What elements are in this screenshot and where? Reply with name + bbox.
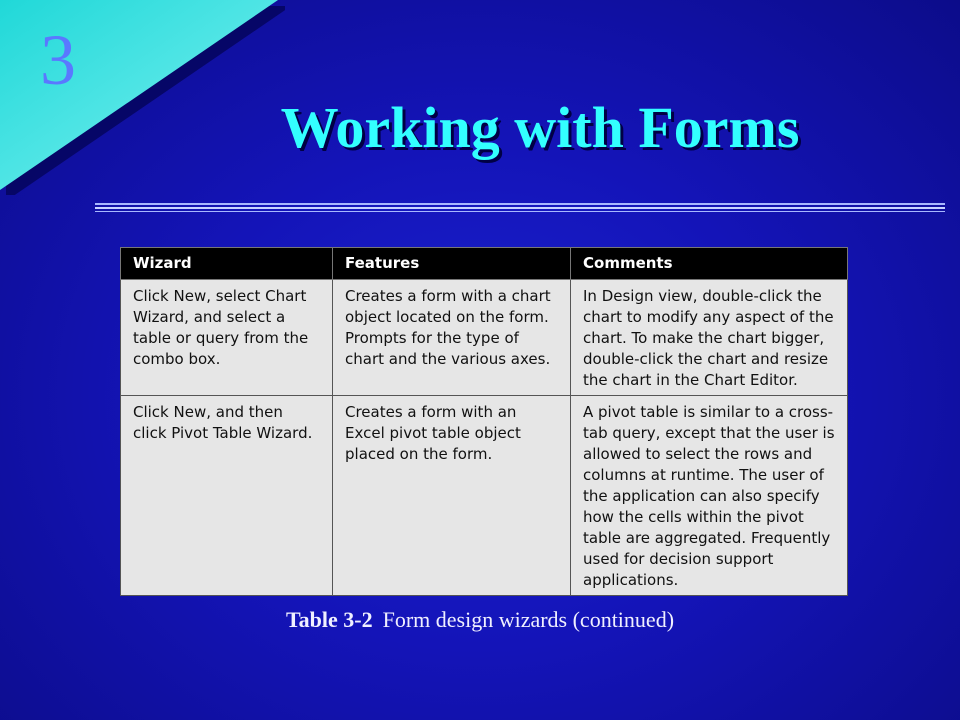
table-cell-comments: A pivot table is similar to a cross-tab query, except that the user is allowed to select the rows and columns at runtime. The user of the application can also specify how the cells within the pivot table are aggregated. Frequently used for decision support applications.	[571, 396, 848, 596]
table-cell-wizard: Click New, and then click Pivot Table Wizard.	[121, 396, 333, 596]
column-header-features: Features	[333, 248, 571, 280]
table-cell-comments: In Design view, double-click the chart to modify any aspect of the chart. To make the chart bigger, double-click the chart and resize the chart in the Chart Editor.	[571, 280, 848, 396]
title-divider	[95, 207, 945, 209]
table-row	[121, 280, 848, 396]
table-cell-features: Creates a form with an Excel pivot table object placed on the form.	[333, 396, 571, 596]
table-row	[121, 396, 848, 596]
table-cell-wizard: Click New, select Chart Wizard, and select a table or query from the combo box.	[121, 280, 333, 396]
slide-title: Working with Forms	[280, 95, 800, 160]
caption-text: Form design wizards (continued)	[382, 607, 675, 632]
table-cell-features: Creates a form with a chart object located on the form. Prompts for the type of chart and the various axes.	[333, 280, 571, 396]
wizard-table	[120, 247, 848, 596]
table-caption	[0, 605, 960, 635]
table-header-row	[121, 248, 848, 280]
column-header-wizard: Wizard	[121, 248, 333, 280]
title-divider	[95, 211, 945, 212]
title-divider	[95, 203, 945, 205]
column-header-comments: Comments	[571, 248, 848, 280]
chapter-number: 3	[40, 20, 76, 100]
caption-label: Table 3-2	[285, 607, 373, 632]
